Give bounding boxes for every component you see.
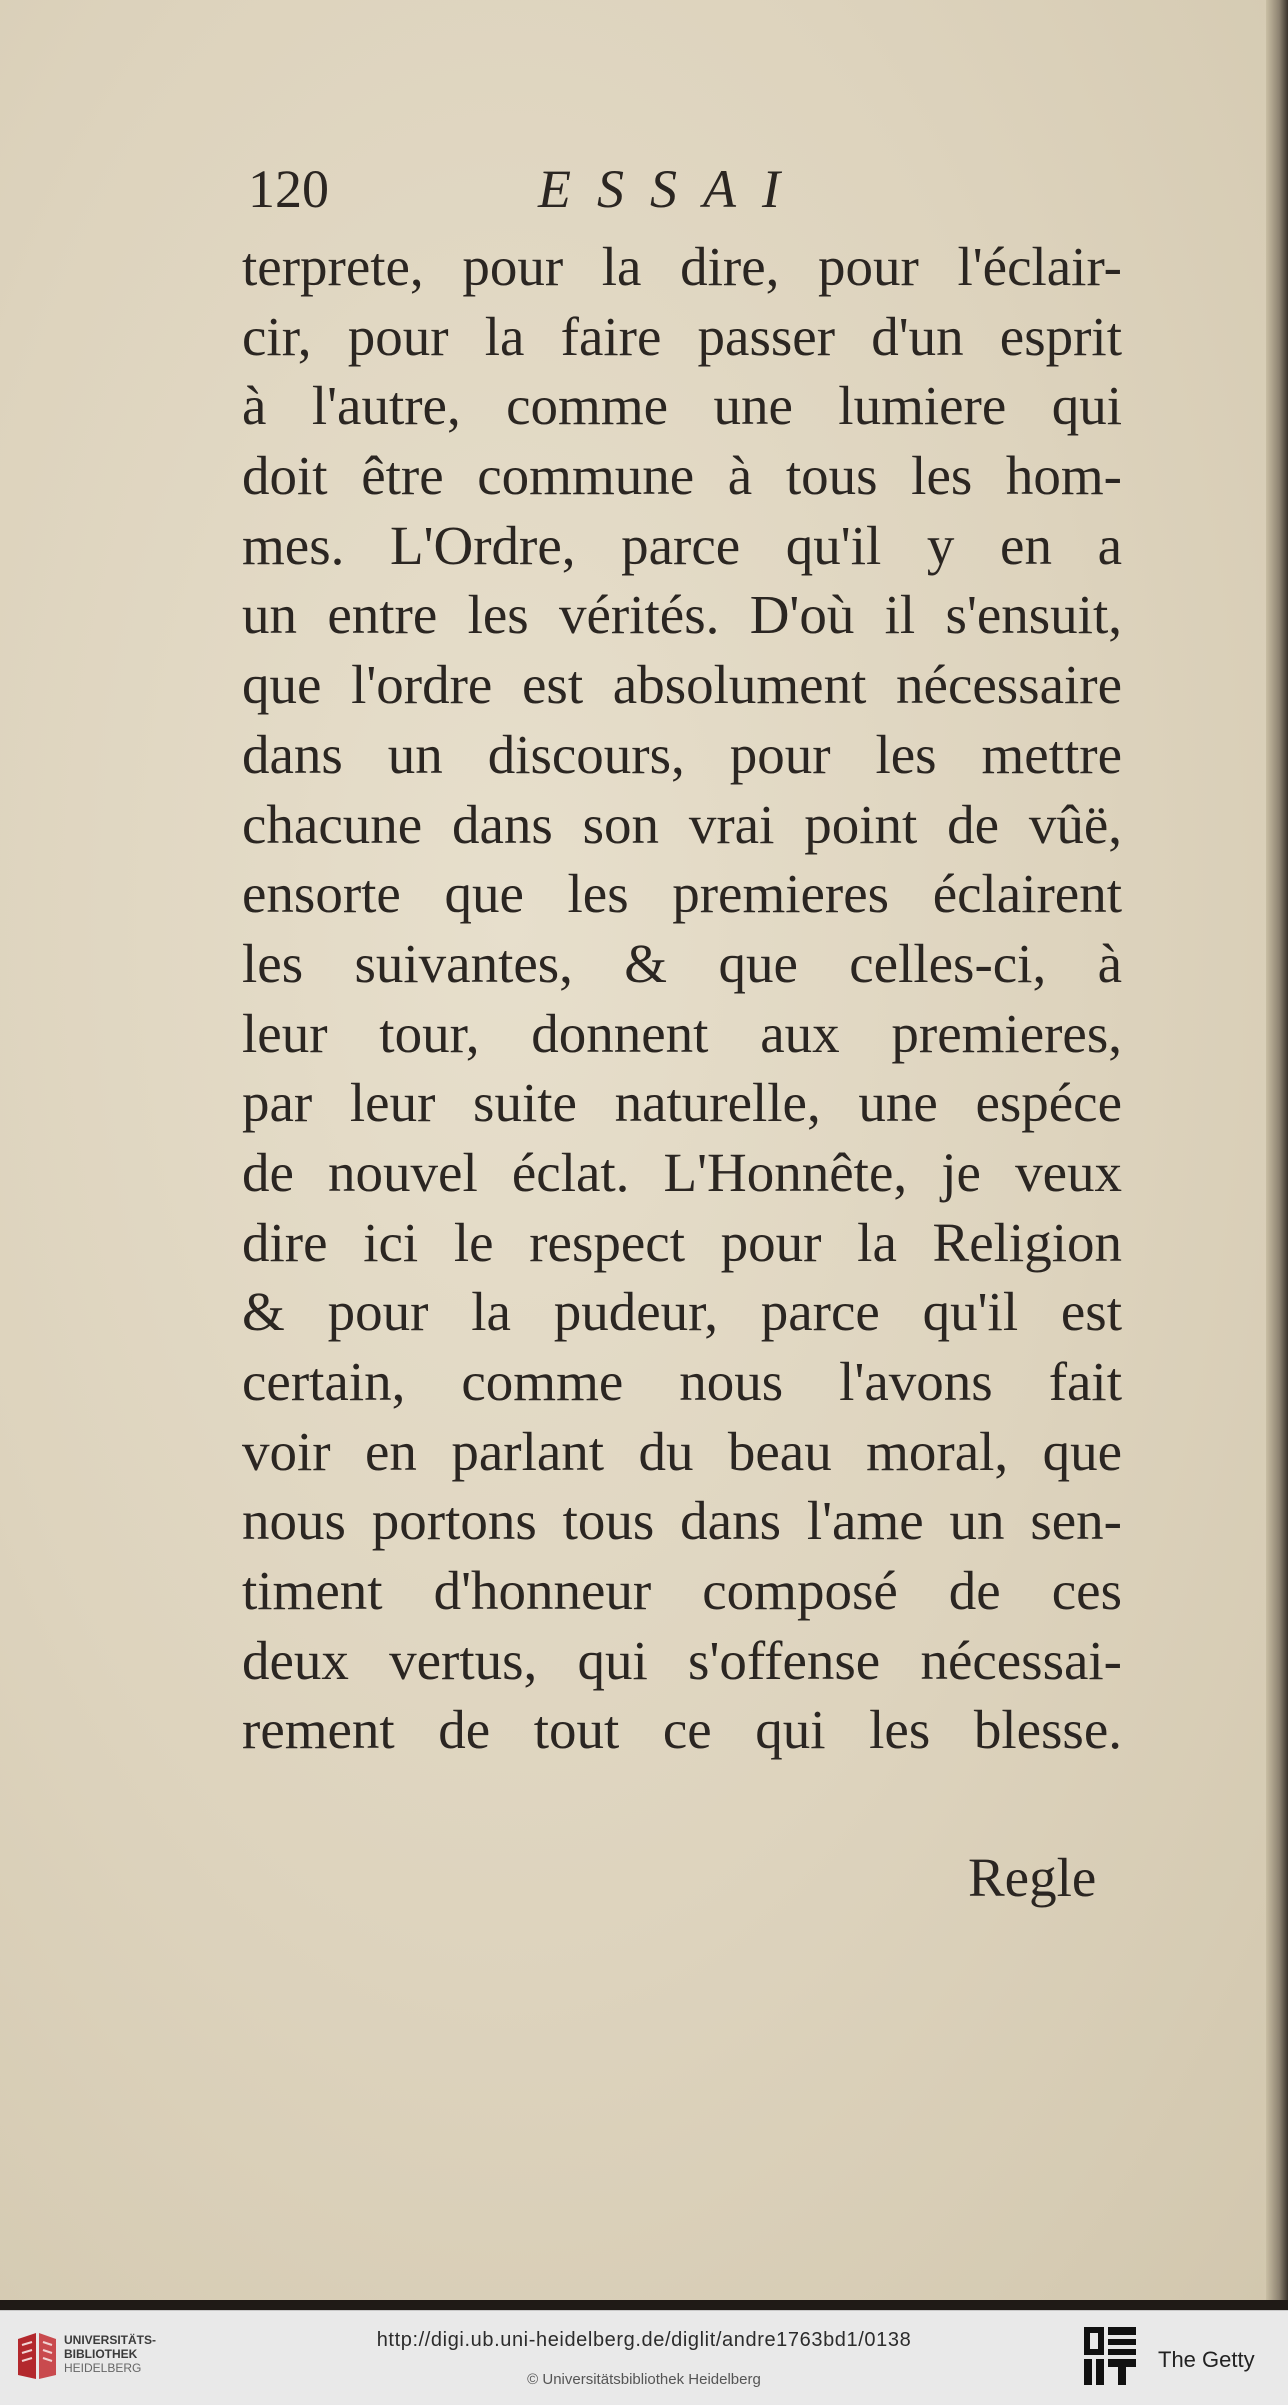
running-title: ESSAI <box>538 159 806 219</box>
text-line: ensorte que les premieres éclairent <box>242 863 1122 925</box>
text-line: & pour la pudeur, parce qu'il est <box>242 1281 1122 1343</box>
text-line: cir, pour la faire passer d'un esprit <box>242 305 1122 367</box>
getty-logo-icon <box>1082 2325 1140 2387</box>
text-line: les suivantes, & que celles-ci, à <box>242 932 1122 994</box>
text-line: voir en parlant du beau moral, que <box>242 1420 1122 1482</box>
permalink-url[interactable]: http://digi.ub.uni-heidelberg.de/diglit/andre1763bd1/0138 <box>376 2329 912 2351</box>
page-number: 120 <box>248 159 329 219</box>
text-line: que l'ordre est absolument nécessaire <box>242 654 1122 716</box>
text-line: nous portons tous dans l'ame un sen- <box>242 1490 1122 1552</box>
text-line: certain, comme nous l'avons fait <box>242 1351 1122 1412</box>
sponsor-name: The Getty <box>1158 2347 1255 2372</box>
text-line: mes. L'Ordre, parce qu'il y en a <box>242 514 1122 576</box>
text-line: dire ici le respect pour la Religion <box>242 1211 1122 1273</box>
text-line: par leur suite naturelle, une espéce <box>242 1072 1122 1134</box>
text-line: doit être commune à tous les hom- <box>242 445 1122 507</box>
page-edge-shadow <box>1266 0 1288 2300</box>
text-line: deux vertus, qui s'offense nécessai- <box>242 1629 1122 1691</box>
text-line: chacune dans son vrai point de vûë, <box>242 793 1122 855</box>
getty-logo[interactable] <box>1082 2325 1282 2391</box>
text-line: timent d'honneur composé de ces <box>242 1560 1122 1622</box>
library-name: UNIVERSITÄTS- BIBLIOTHEK HEIDELBERG <box>64 2333 157 2375</box>
viewer-footer <box>0 2310 1288 2405</box>
text-line: à l'autre, comme une lumiere qui <box>242 375 1122 437</box>
body-text <box>242 232 1122 1765</box>
text-line: terprete, pour la dire, pour l'éclair- <box>242 236 1122 297</box>
text-line: rement de tout ce qui les blesse. <box>242 1699 1122 1761</box>
copyright-notice: © Universitätsbibliothek Heidelberg <box>527 2371 761 2388</box>
text-line: de nouvel éclat. L'Honnête, je veux <box>242 1141 1122 1203</box>
text-line: un entre les vérités. D'où il s'ensuit, <box>242 584 1122 646</box>
catchword: Regle <box>968 1847 1097 1908</box>
text-line: leur tour, donnent aux premieres, <box>242 1002 1122 1064</box>
text-line: dans un discours, pour les mettre <box>242 723 1122 785</box>
